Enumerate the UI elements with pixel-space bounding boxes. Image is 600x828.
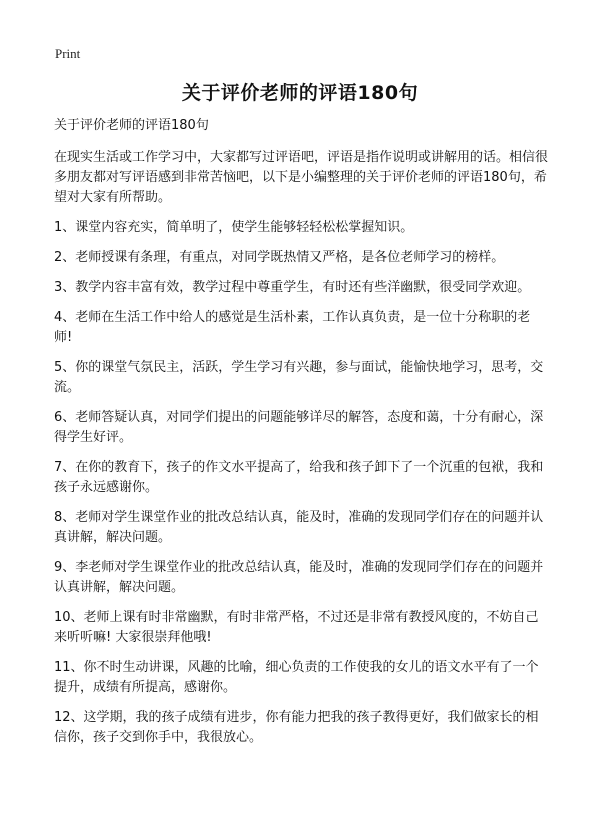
list-item: 12、这学期，我的孩子成绩有进步，你有能力把我的孩子教得更好，我们做家长的相信你，孩子交到你手中，我很放心。: [54, 710, 539, 745]
print-link[interactable]: Print: [55, 46, 81, 61]
article-body: [54, 116, 548, 758]
list-item: 3、教学内容丰富有效，教学过程中尊重学生，有时还有些洋幽默，很受同学欢迎。: [54, 280, 531, 295]
list-item: 8、老师对学生课堂作业的批改总结认真，能及时，准确的发现同学们存在的问题并认真讲解，解决问题。: [54, 510, 544, 545]
list-item: 1、课堂内容充实，简单明了，使学生能够轻轻松松掌握知识。: [54, 220, 414, 235]
list-item: 11、你不时生动讲课，风趣的比喻，细心负责的工作使我的女儿的语文水平有了一个提升，成绩有所提高，感谢你。: [54, 660, 539, 695]
article-intro: 在现实生活或工作学习中，大家都写过评语吧，评语是指作说明或讲解用的话。相信很多朋友都对写评语感到非常苦恼吧，以下是小编整理的关于评价老师的评语180句，希望对大家有所帮助。: [54, 150, 549, 205]
list-item: 2、老师授课有条理，有重点，对同学既热情又严格，是各位老师学习的榜样。: [54, 250, 505, 265]
article-subtitle: 关于评价老师的评语180句: [54, 118, 209, 133]
list-item: 10、老师上课有时非常幽默，有时非常严格，不过还是非常有教授风度的，不妨自己来听听嘛! 大家很崇拜他哦!: [54, 610, 539, 645]
list-item: 4、老师在生活工作中给人的感觉是生活朴素，工作认真负责，是一位十分称职的老师!: [54, 310, 531, 345]
list-item: 5、你的课堂气氛民主，活跃，学生学习有兴趣，参与面试，能愉快地学习，思考，交流。: [54, 360, 544, 395]
page-title: 关于评价老师的评语180句: [181, 82, 419, 104]
list-item: 9、李老师对学生课堂作业的批改总结认真，能及时，准确的发现同学们存在的问题并认真讲解，解决问题。: [54, 560, 544, 595]
list-item: 6、老师答疑认真，对同学们提出的问题能够详尽的解答，态度和蔼，十分有耐心，深得学生好评。: [54, 410, 544, 445]
list-item: 7、在你的教育下，孩子的作文水平提高了，给我和孩子卸下了一个沉重的包袱，我和孩子永远感谢你。: [54, 460, 544, 495]
